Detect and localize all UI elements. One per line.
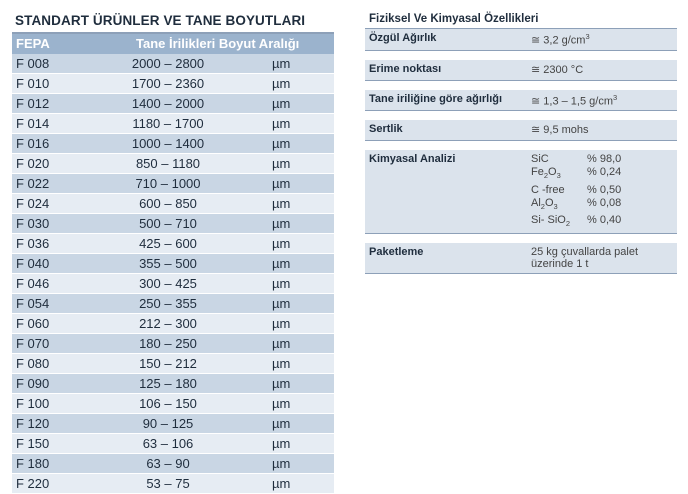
size-range: 600 – 850	[139, 196, 197, 211]
chem-sic-value: % 98,0	[587, 153, 622, 166]
size-range: 1000 – 1400	[131, 136, 205, 151]
table-row	[12, 294, 334, 314]
table-row	[12, 274, 334, 294]
size-range: 1400 – 2000	[131, 96, 205, 111]
table-row	[12, 434, 334, 454]
chemical-analysis-values	[531, 153, 673, 230]
size-unit: µm	[272, 116, 291, 131]
grain-table-body	[12, 54, 334, 494]
chem-si-sio2: Si- SiO$_2$	[531, 213, 571, 228]
fepa-code: F 100	[16, 396, 50, 411]
packaging-row	[365, 243, 677, 274]
melting-row	[365, 60, 677, 81]
fepa-code: F 024	[16, 196, 50, 211]
melting-label: Erime noktası	[369, 62, 442, 75]
properties-table	[365, 10, 677, 274]
chem-al2o3-value: % 0,08	[587, 196, 622, 209]
bulk-weight-value: ≅ 1,3 – 1,5 $g/cm^3$	[531, 92, 618, 108]
size-unit: µm	[272, 356, 291, 371]
bulk-weight-row	[365, 90, 677, 112]
chemical-analysis-row	[365, 150, 677, 234]
table-row	[12, 374, 334, 394]
size-range: 850 – 1180	[135, 156, 201, 171]
fepa-code: F 014	[16, 116, 50, 131]
size-range: 425 – 600	[139, 236, 197, 251]
size-unit: µm	[272, 416, 291, 431]
size-unit: µm	[272, 316, 291, 331]
melting-value: ≅ 2300 °C	[531, 63, 584, 76]
table-row	[12, 314, 334, 334]
table-row	[12, 254, 334, 274]
fepa-code: F 036	[16, 236, 50, 251]
chem-fe2o3-value: % 0,24	[587, 166, 622, 179]
size-unit: µm	[272, 156, 291, 171]
density-value: ≅ 3,2 $g/cm^3$	[531, 32, 590, 47]
chem-fe2o3: $Fe_2O_3$	[531, 166, 561, 181]
table-row	[12, 114, 334, 134]
size-range: 1700 – 2360	[131, 76, 205, 91]
header-fepa: FEPA	[16, 36, 50, 51]
size-range: 212 – 300	[139, 316, 197, 331]
fepa-code: F 150	[16, 436, 50, 451]
size-range: 90 – 125	[142, 416, 194, 431]
table-row	[12, 214, 334, 234]
fepa-code: F 054	[16, 296, 50, 311]
size-range: 500 – 710	[139, 216, 197, 231]
fepa-code: F 046	[16, 276, 50, 291]
table-row	[12, 414, 334, 434]
packaging-value: 25 kg çuvallarda palet üzerinde 1 t	[531, 245, 639, 270]
size-range: 1180 – 1700	[132, 116, 204, 131]
fepa-code: F 090	[16, 376, 50, 391]
fepa-code: F 016	[16, 136, 50, 151]
size-range: 250 – 355	[139, 296, 197, 311]
table-row	[12, 474, 334, 494]
size-range: 53 – 75	[146, 476, 190, 491]
fepa-code: F 220	[16, 476, 50, 491]
grain-table-header	[12, 34, 334, 54]
size-unit: µm	[272, 336, 291, 351]
table-row	[12, 194, 334, 214]
size-unit: µm	[272, 476, 291, 491]
fepa-code: F 020	[16, 156, 50, 171]
size-unit: µm	[272, 136, 291, 151]
size-unit: µm	[272, 396, 291, 411]
table-row	[12, 54, 334, 74]
fepa-code: F 010	[16, 76, 50, 91]
size-unit: µm	[272, 176, 291, 191]
size-range: 63 – 90	[146, 456, 190, 471]
fepa-code: F 030	[16, 216, 50, 231]
table-row	[12, 334, 334, 354]
size-unit: µm	[272, 376, 291, 391]
table-row	[12, 94, 334, 114]
size-range: 355 – 500	[139, 256, 197, 271]
fepa-code: F 022	[16, 176, 50, 191]
grain-size-table	[12, 10, 334, 494]
table-row	[12, 354, 334, 374]
table-row	[12, 454, 334, 474]
size-range: 106 – 150	[139, 396, 197, 411]
size-unit: µm	[272, 96, 291, 111]
fepa-code: F 008	[16, 56, 50, 71]
fepa-code: F 040	[16, 256, 50, 271]
size-unit: µm	[272, 76, 291, 91]
fepa-code: F 080	[16, 356, 50, 371]
size-range: 125 – 180	[139, 376, 197, 391]
chem-si-sio2-value: % 0,40	[587, 213, 622, 226]
header-range: Tane İrilikleri Boyut Aralığı	[136, 36, 300, 51]
density-label: Özgül Ağırlık	[369, 32, 437, 44]
size-unit: µm	[272, 436, 291, 451]
size-range: 180 – 250	[139, 336, 197, 351]
size-unit: µm	[272, 276, 291, 291]
grain-table-title: STANDART ÜRÜNLER VE TANE BOYUTLARI	[12, 10, 334, 34]
table-row	[12, 234, 334, 254]
size-range: 300 – 425	[139, 276, 197, 291]
fepa-code: F 070	[16, 336, 50, 351]
chem-al2o3: $Al_2O_3$	[531, 196, 558, 211]
table-row	[12, 134, 334, 154]
size-range: 710 – 1000	[135, 176, 201, 191]
fepa-code: F 060	[16, 316, 50, 331]
table-row	[12, 174, 334, 194]
hardness-label: Sertlik	[369, 123, 403, 136]
fepa-code: F 120	[16, 416, 50, 431]
size-unit: µm	[272, 256, 291, 271]
size-unit: µm	[272, 456, 291, 471]
size-unit: µm	[272, 216, 291, 231]
table-row	[12, 394, 334, 414]
table-row	[12, 154, 334, 174]
size-range: 150 – 212	[139, 356, 197, 371]
size-range: 63 – 106	[142, 436, 194, 451]
table-row	[12, 74, 334, 94]
chem-sic: SiC	[531, 153, 549, 166]
chem-c-free-value: % 0,50	[587, 183, 622, 196]
density-row	[365, 29, 677, 51]
chem-c-free: C -free	[531, 183, 565, 196]
fepa-code: F 012	[16, 96, 50, 111]
hardness-value: ≅ 9,5 mohs	[531, 124, 589, 137]
chemical-analysis-label: Kimyasal Analizi	[369, 153, 456, 166]
size-unit: µm	[272, 196, 291, 211]
size-range: 2000 – 2800	[131, 56, 205, 71]
properties-title: Fiziksel Ve Kimyasal Özellikleri	[365, 10, 677, 29]
size-unit: µm	[272, 236, 291, 251]
bulk-weight-label: Tane iriliğine göre ağırlığı	[369, 92, 503, 105]
fepa-code: F 180	[16, 456, 50, 471]
hardness-row	[365, 120, 677, 141]
size-unit: µm	[272, 296, 291, 311]
packaging-label: Paketleme	[369, 245, 424, 258]
size-unit: µm	[272, 56, 291, 71]
